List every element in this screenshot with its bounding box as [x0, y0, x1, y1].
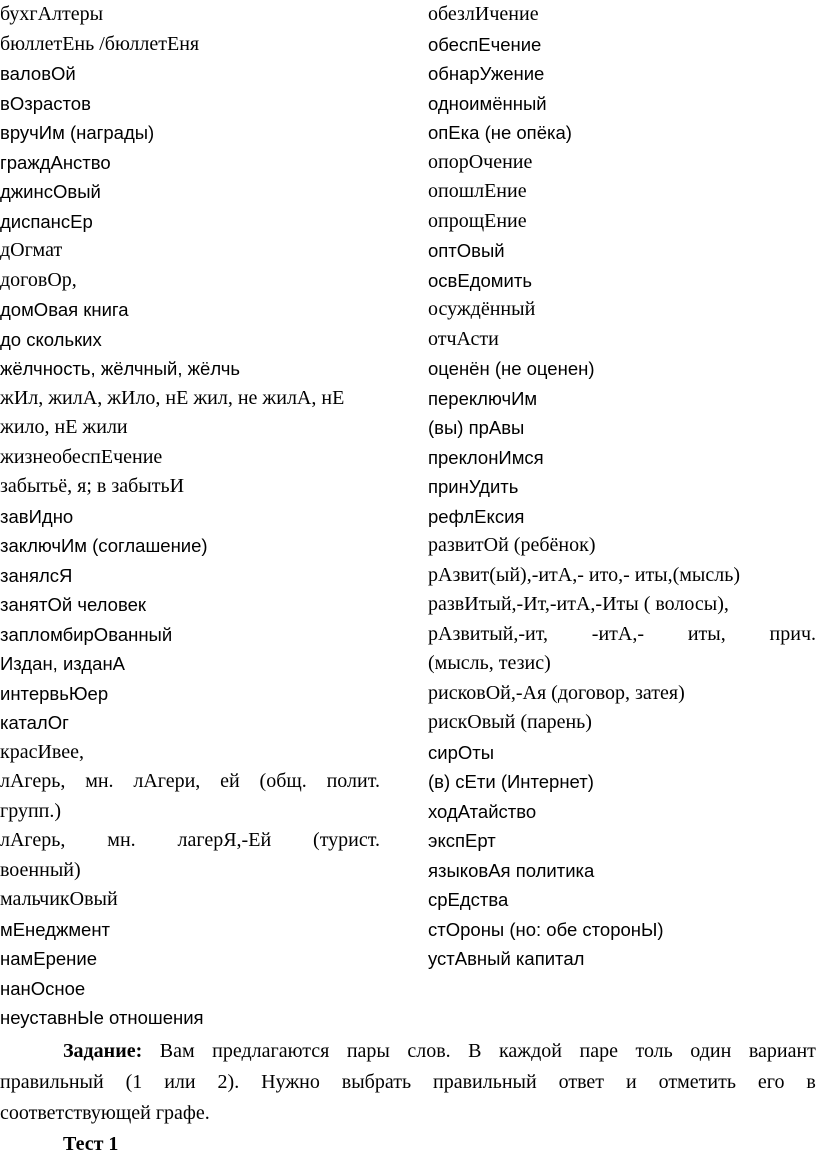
right-column-entry: опошлЕние [428, 180, 527, 202]
right-column-entry: опЕка (не опёка) [428, 122, 572, 143]
left-column-entry [0, 826, 380, 856]
task-word: (1 [125, 1071, 143, 1093]
left-column-entry: военный) [0, 858, 81, 881]
right-column-entry: оптОвый [428, 240, 505, 261]
left-column-entry: граждАнство [0, 151, 111, 173]
left-column-entry: джинсОвый [0, 181, 101, 202]
test-title: Тест 1 [63, 1133, 119, 1155]
left-column-entry: групп.) [0, 799, 62, 822]
left-column-entry: вОзрастов [0, 92, 91, 114]
left-column-entry-word: лАгери, [133, 770, 201, 792]
right-column-entry: рефлЕксия [428, 505, 525, 527]
left-column-entry-word: мн. [107, 829, 136, 851]
task-word: ответ [558, 1071, 605, 1093]
left-column-entry: каталОг [0, 712, 69, 733]
right-column-entry: развитОй (ребёнок) [428, 534, 596, 556]
right-column-entry-word: -итА,- [591, 622, 645, 645]
right-column-entry: развИтый,-Ит,-итА,-Иты ( волосы), [428, 593, 729, 615]
left-column-entry: завИдно [0, 505, 74, 527]
task-word: толь [635, 1040, 673, 1062]
left-column-entry: договОр, [0, 268, 77, 291]
task-line-2 [0, 1067, 816, 1098]
right-column-entry: сирОты [428, 741, 495, 763]
task-word: слов. [407, 1040, 451, 1062]
task-word: В [468, 1040, 482, 1062]
right-column-entry-word: рАзвитый,-ит, [428, 622, 548, 645]
left-column-entry: жёлчность, жёлчный, жёлчь [0, 358, 240, 379]
right-column-entry: стОроны (но: обе сторонЫ) [428, 918, 664, 940]
task-word: правильный [0, 1071, 104, 1093]
left-column-entry-word: лАгерь, [0, 770, 66, 792]
task-word: и [625, 1071, 637, 1093]
task-word: вариант [748, 1040, 816, 1062]
right-column-entry: (вы) прАвы [428, 417, 525, 438]
left-column-entry: дОгмат [0, 239, 63, 261]
left-column-entry: красИвее, [0, 740, 84, 763]
right-column-entry: языковАя политика [428, 859, 595, 881]
left-column-entry: домОвая книга [0, 299, 129, 320]
task-word: паре [579, 1040, 618, 1062]
left-column-entry: жизнеобеспЕчение [0, 445, 163, 468]
right-word-column [428, 0, 816, 974]
left-column-entry-word: лАгерь, [0, 829, 66, 851]
task-word: или [164, 1071, 196, 1093]
left-column-entry: заключИм (соглашение) [0, 535, 208, 556]
left-column-entry [0, 767, 380, 797]
left-column-entry: бухгАлтеры [0, 3, 104, 25]
task-word: отметить [658, 1071, 736, 1093]
left-column-entry: жило, нЕ жили [0, 416, 128, 438]
right-column-entry: ходАтайство [428, 800, 537, 822]
right-column-entry: рисковОй,-Ая (договор, затея) [428, 681, 685, 704]
right-column-entry: рАзвит(ый),-итА,- ито,- иты,(мысль) [428, 563, 741, 586]
right-column-entry: устАвный капитал [428, 948, 585, 969]
left-column-entry: валовОй [0, 63, 76, 84]
right-column-entry: оценён (не оценен) [428, 358, 595, 379]
left-column-entry: нанОсное [0, 977, 86, 999]
right-column-entry: обезлИчение [428, 3, 539, 25]
task-line-1 [0, 1036, 816, 1067]
right-column-entry-word: иты, [687, 622, 726, 645]
left-column-entry-word: (турист. [313, 829, 380, 851]
right-column-entry: переключИм [428, 387, 538, 409]
right-column-entry: (мысль, тезис) [428, 652, 551, 674]
task-word: выбрать [341, 1071, 412, 1093]
right-column-entry: рискОвый (парень) [428, 711, 592, 733]
right-column-entry: опорОчение [428, 150, 533, 173]
left-column-entry: мальчикОвый [0, 888, 118, 910]
left-column-entry: неуставнЫе отношения [0, 1007, 204, 1028]
right-column-entry: экспЕрт [428, 830, 496, 851]
left-column-entry: занятОй человек [0, 594, 146, 615]
left-column-entry: Издан, изданА [0, 653, 126, 674]
right-column-entry: срЕдства [428, 889, 509, 910]
left-column-entry: интервьЮер [0, 682, 109, 704]
left-column-entry-word: полит. [326, 770, 380, 792]
left-column-entry: до скольких [0, 328, 102, 350]
task-word: в [806, 1071, 816, 1093]
task-word: Нужно [261, 1071, 320, 1093]
right-column-entry: преклонИмся [428, 446, 544, 468]
task-label: Задание: [63, 1040, 143, 1062]
right-column-entry: одноимённый [428, 92, 547, 114]
right-column-entry: (в) сЕти (Интернет) [428, 771, 594, 792]
left-column-entry-word: ей [220, 770, 240, 792]
right-column-entry-word: прич. [769, 622, 816, 645]
task-word: каждой [499, 1040, 562, 1062]
left-column-entry-word: мн. [85, 770, 114, 792]
left-column-entry: мЕнеджмент [0, 918, 111, 940]
right-column-entry: принУдить [428, 476, 519, 497]
left-column-entry: бюллетЕнь /бюллетЕня [0, 32, 200, 55]
left-column-entry: запломбирОванный [0, 623, 173, 645]
left-column-entry: жИл, жилА, жИло, нЕ жил, не жилА, нЕ [0, 386, 345, 409]
left-column-entry: намЕрение [0, 948, 97, 969]
left-word-column [0, 0, 380, 1033]
left-column-entry: диспансЕр [0, 210, 93, 232]
right-column-entry: опрощЕние [428, 209, 527, 232]
left-column-entry: занялсЯ [0, 564, 73, 586]
left-column-entry: вручИм (награды) [0, 122, 155, 143]
right-column-entry [428, 620, 816, 650]
right-column-entry: отчАсти [428, 327, 499, 350]
left-column-entry-word: лагерЯ,-Ей [177, 829, 272, 851]
task-word: пары [346, 1040, 390, 1062]
task-word: 2). [217, 1071, 240, 1093]
task-word: Вам [159, 1040, 195, 1062]
task-word: правильный [433, 1071, 537, 1093]
left-column-entry: забытьё, я; в забытьИ [0, 475, 185, 497]
task-line-3: соответствующей графе. [0, 1102, 210, 1124]
right-column-entry: осуждённый [428, 298, 536, 320]
task-word: один [690, 1040, 732, 1062]
task-section [0, 1036, 816, 1160]
right-column-entry: обеспЕчение [428, 33, 542, 55]
task-word: предлагаются [212, 1040, 330, 1062]
left-column-entry-word: (общ. [259, 770, 307, 792]
task-word: его [757, 1071, 785, 1093]
right-column-entry: освЕдомить [428, 269, 532, 291]
right-column-entry: обнарУжение [428, 63, 545, 84]
